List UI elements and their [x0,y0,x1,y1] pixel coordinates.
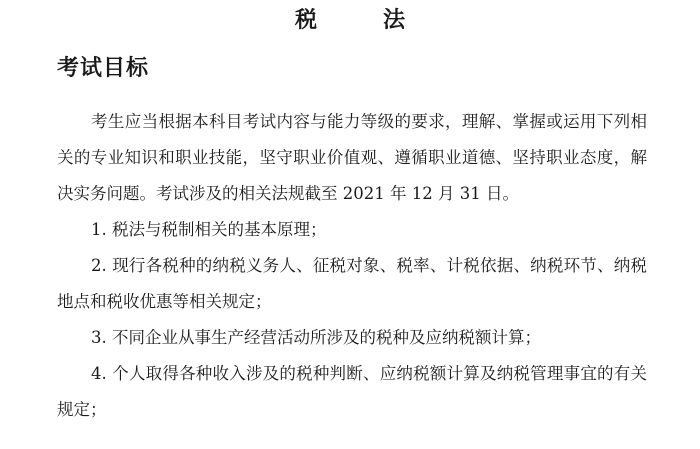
list-item: 3. 不同企业从事生产经营活动所涉及的税种及应纳税额计算； [91,328,541,347]
intro-paragraph: 考生应当根据本科目考试内容与能力等级的要求，理解、掌握或运用下列相关的专业知识和职业技能，坚守职业价值观、遵循职业道德、坚持职业态度，解决实务问题。考试涉及的相关法规截至 2021 年 12 月 31 日。 [57,112,647,203]
list-item: 2. 现行各税种的纳税义务人、征税对象、税率、计税依据、纳税环节、纳税地点和税收优惠等相关规定； [57,256,647,311]
list-item: 4. 个人取得各种收入涉及的税种判断、应纳税额计算及纳税管理事宜的有关规定； [57,364,647,419]
document-title: 税 法 [294,8,427,33]
section-heading: 考试目标 [57,56,150,81]
document-body [57,104,647,428]
list-item: 1. 税法与税制相关的基本原理； [91,220,327,239]
